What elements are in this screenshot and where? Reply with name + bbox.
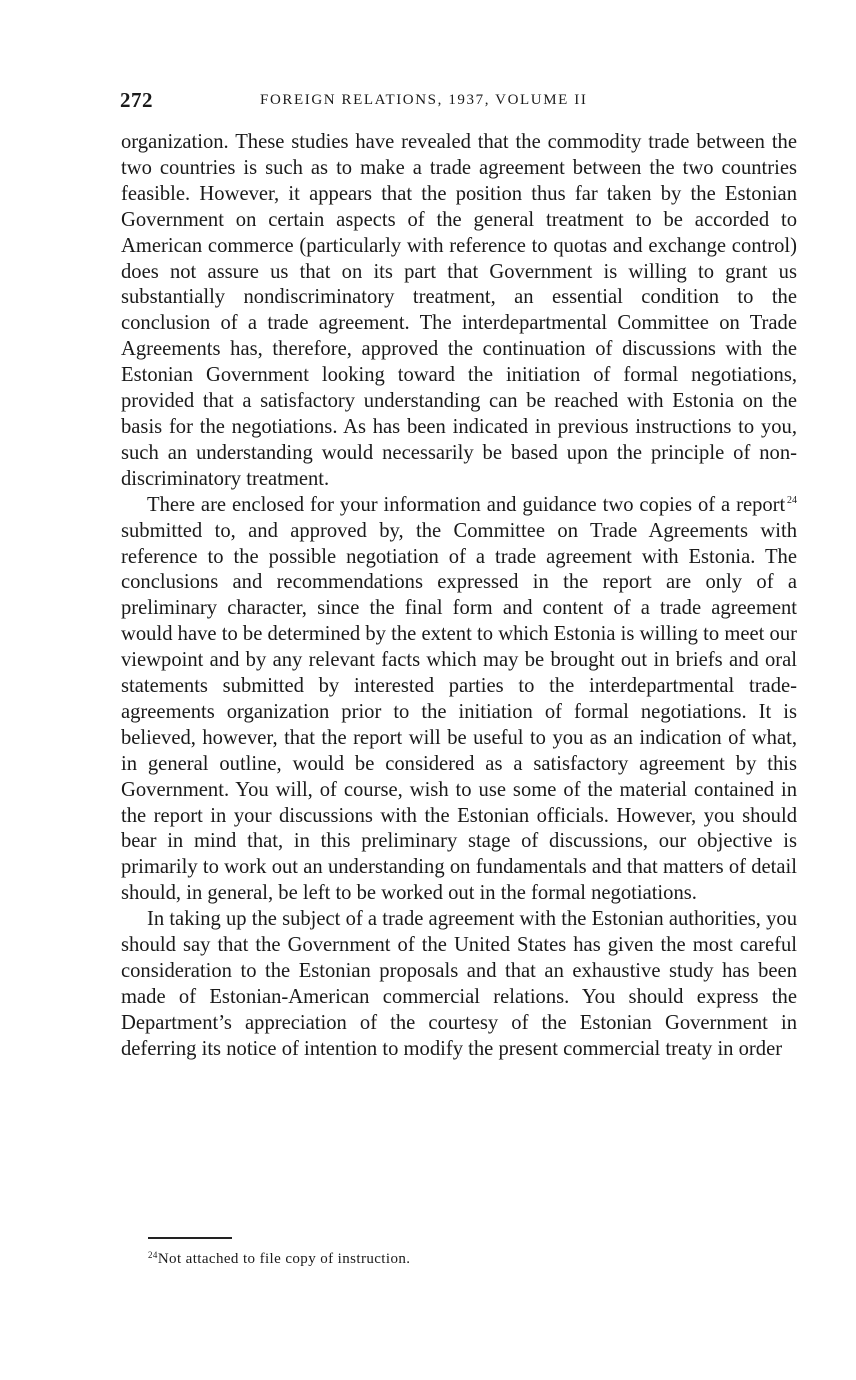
page-header bbox=[120, 88, 800, 118]
footnote-reference: 24 bbox=[787, 494, 797, 506]
paragraph-1: organization. These studies have revealed that the commodity trade between the two countries is such as to make a trade agreement between the two countries feasible. However, it appears that the position thus far taken by the Estonian Government on certain aspects of the general treatment to be accorded to American commerce (particularly with reference to quotas and exchange control) does not assure us that on its part that Government is willing to grant us substantially nondiscriminatory treatment, an essential condition to the conclusion of a trade agreement. The interdepartmental Committee on Trade Agreements has, therefore, approved the continuation of discussions with the Estonian Government looking toward the initiation of formal negotiations, provided that a satisfactory understanding can be reached with Estonia on the basis for the negotiations. As has been indicated in previous instructions to you, such an understanding would necessarily be based upon the principle of non-discriminatory treatment. bbox=[121, 131, 797, 490]
page-number: 272 bbox=[120, 88, 153, 112]
footnote-rule bbox=[148, 1237, 232, 1239]
paragraph-2-body: submitted to, and approved by, the Committee on Trade Agreements with reference to the possible negotiation of a trade agreement with Estonia. The conclusions and recommendations expressed in the report are only of a preliminary character, since the final form and content of a trade agreement would have to be determined by the extent to which Estonia is willing to meet our viewpoint and by any relevant facts which may be brought out in briefs and oral statements submitted by interested parties to the interdepartmental trade-agreements organization prior to the initiation of formal negotiations. It is believed, however, that the report will be useful to you as an indication of what, in general outline, would be considered as a satisfactory agreement by this Government. You will, of course, wish to use some of the material contained in the report in your discussions with the Estonian officials. However, you should bear in mind that, in this preliminary stage of discussions, our objective is primarily to work out an understanding on fundamentals and that matters of detail should, in general, be left to be worked out in the formal negotiations. bbox=[121, 519, 797, 905]
body-text bbox=[121, 130, 797, 1063]
footnote-mark: 24 bbox=[148, 1250, 158, 1260]
paragraph-2 bbox=[121, 493, 797, 908]
footnote bbox=[148, 1249, 410, 1269]
running-head: FOREIGN RELATIONS, 1937, VOLUME II bbox=[260, 92, 588, 108]
paragraph-3: In taking up the subject of a trade agreement with the Estonian authorities, you should say that the Government of the United States has given the most careful consideration to the Estonian proposals and that an exhaustive study has been made of Estonian-American commercial relations. You should express the Department’s appreciation of the courtesy of the Estonian Government in deferring its notice of intention to modify the present commercial treaty in order bbox=[121, 908, 797, 1060]
footnote-text: Not attached to file copy of instruction. bbox=[157, 1251, 411, 1267]
paragraph-2-lead: There are enclosed for your information and guidance two copies of a report bbox=[147, 493, 786, 516]
